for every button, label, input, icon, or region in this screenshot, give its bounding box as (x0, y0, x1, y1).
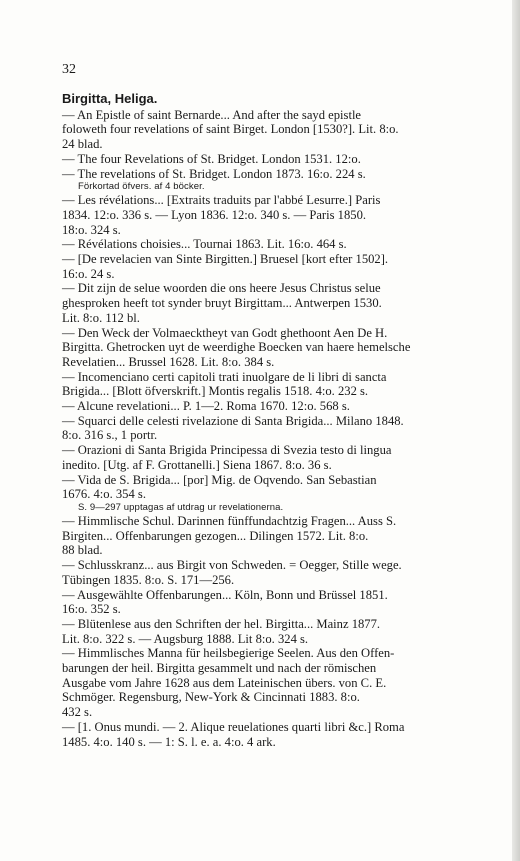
entry-line: — Alcune revelationi... P. 1—2. Roma 1670. 12:o. 568 s. (62, 399, 350, 414)
bibliography-entry (62, 414, 502, 443)
entry-line: — Révélations choisies... Tournai 1863. Lit. 16:o. 464 s. (62, 237, 347, 252)
entry-line: — [1. Onus mundi. — 2. Alique reuelationes quarti libri &c.] Roma (62, 719, 405, 734)
entry-note: S. 9—297 upptagas af utdrag ur revelationerna. (78, 501, 284, 513)
entry-line: — Himmlische Schul. Darinnen fünffundachtzig Fragen... Auss S. (62, 513, 397, 528)
bibliography-entry (62, 252, 502, 281)
entry-line: Schmöger. Regensburg, New-York & Cincinnati 1883. 8:o. (62, 690, 360, 705)
page-edge (512, 0, 520, 861)
bibliography-entry (62, 588, 502, 617)
entry-note: Förkortad öfvers. af 4 böcker. (78, 181, 205, 193)
bibliography-entry (62, 617, 502, 646)
bibliography-entry (62, 370, 502, 399)
entry-line: — [De revelacien van Sinte Birgitten.] Bruesel [kort efter 1502]. (62, 252, 389, 267)
entry-line: 1676. 4:o. 354 s. (62, 487, 146, 502)
bibliography-entry (62, 152, 502, 167)
entry-line: — Schlusskranz... aus Birgit von Schweden. = Oegger, Stille wege. (62, 558, 402, 573)
entry-line: 16:o. 24 s. (62, 266, 115, 281)
section-heading: Birgitta, Heliga. (62, 91, 158, 106)
entry-line: Lit. 8:o. 112 bl. (62, 310, 140, 325)
entry-line: — Blütenlese aus den Schriften der hel. Birgitta... Mainz 1877. (62, 616, 381, 631)
entry-line: 88 blad. (62, 543, 103, 558)
entry-line: 432 s. (62, 705, 93, 720)
entry-line: — Vida de S. Brigida... [por] Mig. de Oqvendo. San Sebastian (62, 472, 377, 487)
entry-line: — Den Weck der Volmaecktheyt van Godt ghethoont Aen De H. (62, 325, 388, 340)
entry-line: — The four Revelations of St. Bridget. London 1531. 12:o. (62, 151, 361, 166)
bibliography-entry (62, 558, 502, 587)
entry-line: Lit. 8:o. 322 s. — Augsburg 1888. Lit 8:o. 324 s. (62, 631, 309, 646)
entry-line: Revelatien... Brussel 1628. Lit. 8:o. 384 s. (62, 354, 275, 369)
entry-line: — An Epistle of saint Bernarde... And after the sayd epistle (62, 107, 362, 122)
entry-line: 8:o. 316 s., 1 portr. (62, 428, 158, 443)
entry-line: Birgitta. Ghetrocken uyt de weerdighe Boecken van haere hemelsche (62, 340, 411, 355)
page-number: 32 (62, 62, 76, 77)
bibliography-content (62, 92, 502, 749)
bibliography-entry (62, 193, 502, 237)
bibliography-entry (62, 326, 502, 370)
entry-line: — Les révélations... [Extraits traduits par l'abbé Lesurre.] Paris (62, 193, 381, 208)
entry-line: foloweth four revelations of saint Birget. London [1530?]. Lit. 8:o. (62, 122, 399, 137)
bibliography-entry (62, 108, 502, 152)
bibliography-entry (62, 646, 502, 720)
entry-line: inedito. [Utg. af F. Grottanelli.] Siena 1867. 8:o. 36 s. (62, 457, 332, 472)
bibliography-entry (62, 167, 502, 194)
entry-line: 16:o. 352 s. (62, 602, 121, 617)
entry-line: 1834. 12:o. 336 s. — Lyon 1836. 12:o. 340 s. — Paris 1850. (62, 207, 367, 222)
entry-line: — Dit zijn de selue woorden die ons heere Jesus Christus selue (62, 281, 381, 296)
entry-line: ghesproken heeft tot synder bruyt Birgittam... Antwerpen 1530. (62, 296, 382, 311)
entry-line: — Ausgewählte Offenbarungen... Köln, Bonn und Brüssel 1851. (62, 587, 388, 602)
bibliography-entry (62, 514, 502, 558)
entry-line: — The revelations of St. Bridget. London 1873. 16:o. 224 s. (62, 166, 366, 181)
entry-line: Tübingen 1835. 8:o. S. 171—256. (62, 572, 235, 587)
entry-line: 24 blad. (62, 137, 103, 152)
entry-list (62, 108, 502, 750)
bibliography-entry (62, 237, 502, 252)
bibliography-entry (62, 473, 502, 514)
bibliography-entry (62, 399, 502, 414)
entry-line: barungen der heil. Birgitta gesammelt und nach der römischen (62, 661, 377, 676)
entry-line: Ausgabe vom Jahre 1628 aus dem Lateinischen übers. von C. E. (62, 675, 387, 690)
entry-line: 1485. 4:o. 140 s. — 1: S. l. e. a. 4:o. 4 ark. (62, 734, 276, 749)
entry-line: Birgiten... Offenbarungen gezogen... Dilingen 1572. Lit. 8:o. (62, 528, 369, 543)
bibliography-entry (62, 720, 502, 749)
entry-line: Brigida... [Blott öfverskrift.] Montis regalis 1518. 4:o. 232 s. (62, 384, 369, 399)
bibliography-entry (62, 281, 502, 325)
entry-line: — Himmlisches Manna für heilsbegierige Seelen. Aus den Offen- (62, 646, 395, 661)
entry-line: — Incomenciano certi capitoli trati inuolgare de li libri di sancta (62, 369, 387, 384)
entry-line: 18:o. 324 s. (62, 222, 121, 237)
entry-line: — Orazioni di Santa Brigida Principessa di Svezia testo di lingua (62, 443, 392, 458)
entry-line: — Squarci delle celesti rivelazione di Santa Brigida... Milano 1848. (62, 413, 404, 428)
bibliography-entry (62, 443, 502, 472)
